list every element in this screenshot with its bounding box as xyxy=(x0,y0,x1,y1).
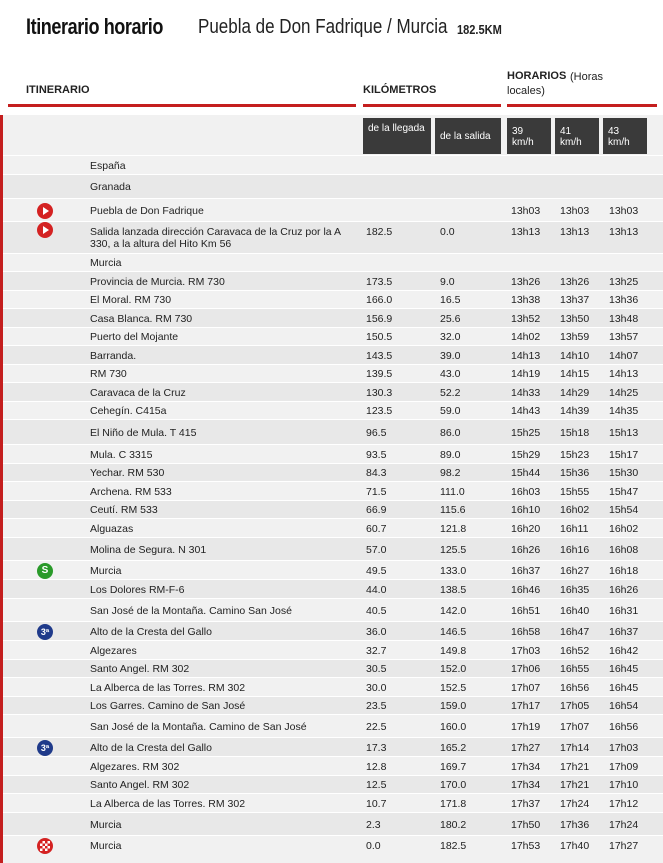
place-name: Yechar. RM 530 xyxy=(90,467,165,479)
km-from-start: 125.5 xyxy=(440,544,467,556)
km-to-finish: 12.8 xyxy=(366,761,387,773)
time-41kmh: 16h40 xyxy=(560,605,590,617)
col-km-llegada: de la llegada xyxy=(363,118,431,154)
km-from-start: 133.0 xyxy=(440,565,467,577)
km-to-finish: 143.5 xyxy=(366,350,393,362)
km-from-start: 149.8 xyxy=(440,645,467,657)
place-name: Salida lanzada dirección Caravaca de la Cruz por la A 330, a la altura del Hito Km 56 xyxy=(90,226,341,250)
time-41kmh: 15h36 xyxy=(560,467,590,479)
sprint-icon: S xyxy=(37,563,53,579)
time-41kmh: 16h47 xyxy=(560,626,590,638)
place-name: Puerto del Mojante xyxy=(90,331,179,343)
table-row xyxy=(3,444,663,463)
time-41kmh: 14h39 xyxy=(560,405,590,417)
time-39kmh: 16h51 xyxy=(511,605,541,617)
time-39kmh: 14h19 xyxy=(511,368,541,380)
place-name: La Alberca de las Torres. RM 302 xyxy=(90,682,246,694)
time-41kmh: 13h13 xyxy=(560,226,590,238)
time-41kmh: 13h37 xyxy=(560,294,590,306)
place-name: Ceutí. RM 533 xyxy=(90,504,158,516)
place-name: Algezares xyxy=(90,645,137,657)
time-43kmh: 17h09 xyxy=(609,761,639,773)
table-row xyxy=(3,756,663,775)
time-43kmh: 16h02 xyxy=(609,523,639,535)
km-from-start: 115.6 xyxy=(440,504,466,516)
page-title: Itinerario horario xyxy=(26,14,163,39)
place-name: Murcia xyxy=(90,257,122,269)
time-39kmh: 15h44 xyxy=(511,467,541,479)
time-41kmh: 16h16 xyxy=(560,544,590,556)
time-41kmh: 16h35 xyxy=(560,584,590,596)
table-row xyxy=(3,174,663,198)
place-name: Caravaca de la Cruz xyxy=(90,387,186,399)
table-row xyxy=(3,812,663,835)
place-name: Mula. C 3315 xyxy=(90,449,153,461)
table-row xyxy=(3,560,663,579)
title-bar xyxy=(0,0,663,60)
time-39kmh: 16h26 xyxy=(511,544,541,556)
km-from-start: 25.6 xyxy=(440,313,461,325)
place-name: RM 730 xyxy=(90,368,127,380)
table-row xyxy=(3,253,663,271)
time-39kmh: 17h34 xyxy=(511,779,541,791)
col-speed-41: 41 km/h xyxy=(555,118,599,154)
place-name: Santo Angel. RM 302 xyxy=(90,779,190,791)
time-39kmh: 16h10 xyxy=(511,504,541,516)
km-to-finish: 84.3 xyxy=(366,467,387,479)
time-41kmh: 15h23 xyxy=(560,449,590,461)
time-43kmh: 15h54 xyxy=(609,504,639,516)
km-from-start: 182.5 xyxy=(440,840,467,852)
table-row xyxy=(3,221,663,253)
table-row xyxy=(3,155,663,174)
time-43kmh: 15h30 xyxy=(609,467,639,479)
table-row xyxy=(3,364,663,382)
place-name: Molina de Segura. N 301 xyxy=(90,544,207,556)
itinerario-header: ITINERARIO xyxy=(26,84,90,96)
time-41kmh: 13h03 xyxy=(560,205,590,217)
table-row xyxy=(3,579,663,598)
time-41kmh: 17h36 xyxy=(560,819,590,831)
km-to-finish: 139.5 xyxy=(366,368,393,380)
col-speed-43: 43 km/h xyxy=(603,118,647,154)
time-39kmh: 14h43 xyxy=(511,405,541,417)
horarios-rule xyxy=(507,104,657,107)
km-from-start: 121.8 xyxy=(440,523,467,535)
place-name: San José de la Montaña. Camino de San José xyxy=(90,721,307,733)
km-from-start: 142.0 xyxy=(440,605,467,617)
km-to-finish: 150.5 xyxy=(366,331,393,343)
time-39kmh: 15h25 xyxy=(511,427,541,439)
time-43kmh: 16h26 xyxy=(609,584,639,596)
table-row xyxy=(3,537,663,560)
km-to-finish: 60.7 xyxy=(366,523,387,535)
km-to-finish: 57.0 xyxy=(366,544,387,556)
time-39kmh: 16h20 xyxy=(511,523,541,535)
km-to-finish: 30.5 xyxy=(366,663,387,675)
place-name: Archena. RM 533 xyxy=(90,486,172,498)
place-name: San José de la Montaña. Camino San José xyxy=(90,605,292,617)
km-to-finish: 22.5 xyxy=(366,721,387,733)
time-43kmh: 17h10 xyxy=(609,779,639,791)
km-to-finish: 49.5 xyxy=(366,565,387,577)
place-name: España xyxy=(90,160,126,172)
place-name: El Moral. RM 730 xyxy=(90,294,172,306)
km-from-start: 170.0 xyxy=(440,779,467,791)
route-distance: 182.5KM xyxy=(457,22,502,37)
time-41kmh: 17h21 xyxy=(560,779,590,791)
place-name: El Niño de Mula. T 415 xyxy=(90,427,197,439)
time-43kmh: 16h31 xyxy=(609,605,639,617)
time-43kmh: 17h27 xyxy=(609,840,639,852)
time-43kmh: 13h25 xyxy=(609,276,639,288)
km-from-start: 180.2 xyxy=(440,819,467,831)
time-43kmh: 16h56 xyxy=(609,721,639,733)
table-row xyxy=(3,737,663,756)
km-to-finish: 66.9 xyxy=(366,504,387,516)
table-row xyxy=(3,659,663,677)
time-39kmh: 15h29 xyxy=(511,449,541,461)
place-name: Alto de la Cresta del Gallo xyxy=(90,626,212,638)
table-row xyxy=(3,677,663,696)
table-row xyxy=(3,640,663,659)
km-to-finish: 36.0 xyxy=(366,626,387,638)
time-41kmh: 13h50 xyxy=(560,313,590,325)
table-row xyxy=(3,714,663,737)
time-43kmh: 16h18 xyxy=(609,565,639,577)
time-41kmh: 16h55 xyxy=(560,663,590,675)
table-row xyxy=(3,500,663,518)
table-row xyxy=(3,290,663,308)
time-39kmh: 17h07 xyxy=(511,682,541,694)
time-39kmh: 13h38 xyxy=(511,294,541,306)
place-name: Murcia xyxy=(90,840,122,852)
time-43kmh: 16h45 xyxy=(609,663,639,675)
time-41kmh: 15h55 xyxy=(560,486,590,498)
time-43kmh: 17h24 xyxy=(609,819,639,831)
km-to-finish: 30.0 xyxy=(366,682,387,694)
time-41kmh: 17h07 xyxy=(560,721,590,733)
place-name: Puebla de Don Fadrique xyxy=(90,205,204,217)
col-km-salida: de la salida xyxy=(435,118,501,154)
km-from-start: 160.0 xyxy=(440,721,467,733)
table-row xyxy=(3,463,663,481)
time-39kmh: 17h53 xyxy=(511,840,541,852)
km-from-start: 171.8 xyxy=(440,798,467,810)
km-from-start: 43.0 xyxy=(440,368,461,380)
time-39kmh: 13h26 xyxy=(511,276,541,288)
time-43kmh: 16h54 xyxy=(609,700,639,712)
time-39kmh: 17h19 xyxy=(511,721,541,733)
km-to-finish: 182.5 xyxy=(366,226,393,238)
table-row xyxy=(3,327,663,345)
km-to-finish: 2.3 xyxy=(366,819,381,831)
place-name: Santo Angel. RM 302 xyxy=(90,663,190,675)
km-from-start: 146.5 xyxy=(440,626,467,638)
time-43kmh: 13h03 xyxy=(609,205,639,217)
table-row xyxy=(3,598,663,621)
km-to-finish: 12.5 xyxy=(366,779,387,791)
km-from-start: 169.7 xyxy=(440,761,467,773)
table-row xyxy=(3,481,663,500)
time-39kmh: 17h37 xyxy=(511,798,541,810)
table-row xyxy=(3,401,663,419)
km-from-start: 86.0 xyxy=(440,427,461,439)
table-row xyxy=(3,835,663,855)
time-41kmh: 16h27 xyxy=(560,565,590,577)
time-43kmh: 15h47 xyxy=(609,486,639,498)
time-39kmh: 17h50 xyxy=(511,819,541,831)
time-43kmh: 16h37 xyxy=(609,626,639,638)
km-to-finish: 0.0 xyxy=(366,840,381,852)
time-41kmh: 17h14 xyxy=(560,742,590,754)
time-41kmh: 15h18 xyxy=(560,427,590,439)
km-from-start: 159.0 xyxy=(440,700,467,712)
km-to-finish: 123.5 xyxy=(366,405,393,417)
time-39kmh: 13h52 xyxy=(511,313,541,325)
col-speed-39: 39 km/h xyxy=(507,118,551,154)
kilometros-header: KILÓMETROS xyxy=(363,84,437,96)
time-41kmh: 16h11 xyxy=(560,523,589,535)
table-row xyxy=(3,775,663,793)
time-39kmh: 17h17 xyxy=(511,700,541,712)
time-43kmh: 13h48 xyxy=(609,313,639,325)
time-41kmh: 17h40 xyxy=(560,840,590,852)
time-41kmh: 17h05 xyxy=(560,700,590,712)
km-to-finish: 173.5 xyxy=(366,276,393,288)
table-row xyxy=(3,308,663,327)
route-name: Puebla de Don Fadrique / Murcia xyxy=(198,16,448,38)
time-43kmh: 14h35 xyxy=(609,405,639,417)
finish-icon xyxy=(37,838,53,854)
km-to-finish: 44.0 xyxy=(366,584,387,596)
time-39kmh: 17h34 xyxy=(511,761,541,773)
time-39kmh: 16h37 xyxy=(511,565,541,577)
place-name: Granada xyxy=(90,181,131,193)
time-41kmh: 13h26 xyxy=(560,276,590,288)
table-row xyxy=(3,271,663,290)
time-43kmh: 13h57 xyxy=(609,331,639,343)
time-41kmh: 17h24 xyxy=(560,798,590,810)
time-43kmh: 16h08 xyxy=(609,544,639,556)
time-43kmh: 15h13 xyxy=(609,427,639,439)
time-39kmh: 16h03 xyxy=(511,486,541,498)
place-name: Casa Blanca. RM 730 xyxy=(90,313,193,325)
km-to-finish: 130.3 xyxy=(366,387,393,399)
time-43kmh: 17h12 xyxy=(609,798,639,810)
km-from-start: 111.0 xyxy=(440,486,465,498)
place-name: La Alberca de las Torres. RM 302 xyxy=(90,798,246,810)
time-43kmh: 14h25 xyxy=(609,387,639,399)
time-41kmh: 16h56 xyxy=(560,682,590,694)
km-to-finish: 166.0 xyxy=(366,294,393,306)
time-39kmh: 13h03 xyxy=(511,205,541,217)
time-43kmh: 16h45 xyxy=(609,682,639,694)
km-from-start: 0.0 xyxy=(440,226,455,238)
time-39kmh: 14h02 xyxy=(511,331,541,343)
time-39kmh: 16h58 xyxy=(511,626,541,638)
time-41kmh: 16h02 xyxy=(560,504,590,516)
km-from-start: 165.2 xyxy=(440,742,467,754)
km-to-finish: 10.7 xyxy=(366,798,387,810)
km-from-start: 152.0 xyxy=(440,663,467,675)
place-name: Alguazas xyxy=(90,523,134,535)
table-row xyxy=(3,419,663,444)
place-name: Algezares. RM 302 xyxy=(90,761,180,773)
time-41kmh: 14h15 xyxy=(560,368,590,380)
km-to-finish: 156.9 xyxy=(366,313,393,325)
table-row xyxy=(3,198,663,221)
place-name: Alto de la Cresta del Gallo xyxy=(90,742,212,754)
place-name: Los Dolores RM-F-6 xyxy=(90,584,185,596)
km-to-finish: 32.7 xyxy=(366,645,387,657)
time-43kmh: 14h13 xyxy=(609,368,639,380)
time-39kmh: 13h13 xyxy=(511,226,541,238)
place-name: Los Garres. Camino de San José xyxy=(90,700,246,712)
km-from-start: 138.5 xyxy=(440,584,467,596)
time-43kmh: 15h17 xyxy=(609,449,639,461)
time-39kmh: 14h13 xyxy=(511,350,541,362)
time-43kmh: 14h07 xyxy=(609,350,639,362)
table-row xyxy=(3,382,663,401)
kom-icon: 3ª xyxy=(37,740,53,756)
place-name: Provincia de Murcia. RM 730 xyxy=(90,276,225,288)
km-from-start: 98.2 xyxy=(440,467,461,479)
km-from-start: 16.5 xyxy=(440,294,461,306)
table-row xyxy=(3,518,663,537)
kom-icon: 3ª xyxy=(37,624,53,640)
km-to-finish: 23.5 xyxy=(366,700,387,712)
km-from-start: 59.0 xyxy=(440,405,461,417)
table-row xyxy=(3,793,663,812)
time-39kmh: 14h33 xyxy=(511,387,541,399)
place-name: Cehegín. C415a xyxy=(90,405,167,417)
time-43kmh: 16h42 xyxy=(609,645,639,657)
km-to-finish: 93.5 xyxy=(366,449,387,461)
table-row xyxy=(3,621,663,640)
time-39kmh: 17h27 xyxy=(511,742,541,754)
km-from-start: 39.0 xyxy=(440,350,461,362)
place-name: Murcia xyxy=(90,819,122,831)
km-to-finish: 71.5 xyxy=(366,486,387,498)
start-icon xyxy=(37,203,53,219)
time-43kmh: 13h13 xyxy=(609,226,639,238)
km-from-start: 32.0 xyxy=(440,331,461,343)
time-41kmh: 16h52 xyxy=(560,645,590,657)
km-from-start: 9.0 xyxy=(440,276,455,288)
time-39kmh: 17h03 xyxy=(511,645,541,657)
kilometros-rule xyxy=(363,104,501,107)
time-41kmh: 17h21 xyxy=(560,761,590,773)
time-39kmh: 17h06 xyxy=(511,663,541,675)
km-to-finish: 40.5 xyxy=(366,605,387,617)
time-43kmh: 13h36 xyxy=(609,294,639,306)
itinerario-rule xyxy=(8,104,356,107)
km-from-start: 52.2 xyxy=(440,387,461,399)
start-icon xyxy=(37,222,53,238)
table-row xyxy=(3,345,663,364)
place-name: Murcia xyxy=(90,565,122,577)
km-from-start: 89.0 xyxy=(440,449,461,461)
horarios-note: (Horas locales) xyxy=(507,71,604,97)
horarios-header: HORARIOS xyxy=(507,70,567,82)
table-row xyxy=(3,696,663,714)
km-from-start: 152.5 xyxy=(440,682,467,694)
time-43kmh: 17h03 xyxy=(609,742,639,754)
place-name: Barranda. xyxy=(90,350,137,362)
time-41kmh: 14h10 xyxy=(560,350,590,362)
time-41kmh: 13h59 xyxy=(560,331,590,343)
km-to-finish: 17.3 xyxy=(366,742,387,754)
km-to-finish: 96.5 xyxy=(366,427,387,439)
time-41kmh: 14h29 xyxy=(560,387,590,399)
time-39kmh: 16h46 xyxy=(511,584,541,596)
